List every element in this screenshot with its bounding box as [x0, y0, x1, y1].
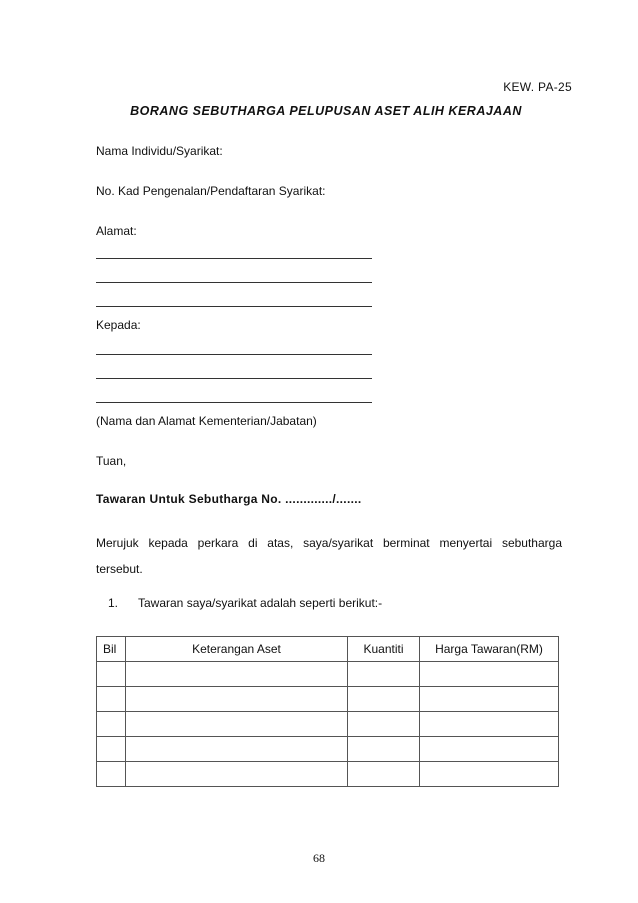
asset-offer-table	[96, 636, 559, 787]
letter-body: Merujuk kepada perkara di atas, saya/syarikat berminat menyertai sebutharga tersebut.	[96, 536, 562, 576]
table-cell[interactable]	[126, 762, 348, 787]
table-cell[interactable]	[420, 762, 559, 787]
table-cell[interactable]	[420, 712, 559, 737]
table-row	[97, 737, 559, 762]
address-line-1[interactable]	[96, 258, 372, 259]
letter-subject: Tawaran Untuk Sebutharga No. ............./.......	[96, 492, 362, 506]
table-row	[97, 712, 559, 737]
table-cell[interactable]	[97, 762, 126, 787]
column-header-kuantiti: Kuantiti	[348, 637, 420, 662]
to-line-2[interactable]	[96, 378, 372, 379]
column-header-keterangan-aset: Keterangan Aset	[126, 637, 348, 662]
item-text: Tawaran saya/syarikat adalah seperti berikut:-	[138, 596, 383, 610]
column-header-bil: Bil	[97, 637, 126, 662]
column-header-harga-tawaran: Harga Tawaran(RM)	[420, 637, 559, 662]
address-field-label: Alamat:	[96, 224, 137, 238]
to-line-3[interactable]	[96, 402, 372, 403]
table-cell[interactable]	[97, 662, 126, 687]
to-address-note: (Nama dan Alamat Kementerian/Jabatan)	[96, 414, 317, 428]
address-line-2[interactable]	[96, 282, 372, 283]
form-title: BORANG SEBUTHARGA PELUPUSAN ASET ALIH KERAJAAN	[130, 104, 522, 118]
table-cell[interactable]	[348, 712, 420, 737]
id-field-label: No. Kad Pengenalan/Pendaftaran Syarikat:	[96, 184, 326, 198]
table-row	[97, 762, 559, 787]
table-cell[interactable]	[126, 737, 348, 762]
table-cell[interactable]	[420, 662, 559, 687]
item-number: 1.	[108, 596, 119, 610]
table-cell[interactable]	[348, 687, 420, 712]
table-cell[interactable]	[126, 687, 348, 712]
salutation: Tuan,	[96, 454, 127, 468]
page-number: 68	[313, 851, 325, 865]
to-line-1[interactable]	[96, 354, 372, 355]
table-row	[97, 662, 559, 687]
table-cell[interactable]	[97, 737, 126, 762]
table-cell[interactable]	[126, 712, 348, 737]
name-field-label: Nama Individu/Syarikat:	[96, 144, 223, 158]
table-cell[interactable]	[420, 687, 559, 712]
form-code: KEW. PA-25	[503, 80, 572, 94]
table-cell[interactable]	[348, 662, 420, 687]
table-cell[interactable]	[126, 662, 348, 687]
table-cell[interactable]	[420, 737, 559, 762]
table-header-row	[97, 637, 559, 662]
table-cell[interactable]	[348, 737, 420, 762]
to-field-label: Kepada:	[96, 318, 141, 332]
table-cell[interactable]	[97, 712, 126, 737]
table-cell[interactable]	[97, 687, 126, 712]
table-cell[interactable]	[348, 762, 420, 787]
table-row	[97, 687, 559, 712]
address-line-3[interactable]	[96, 306, 372, 307]
